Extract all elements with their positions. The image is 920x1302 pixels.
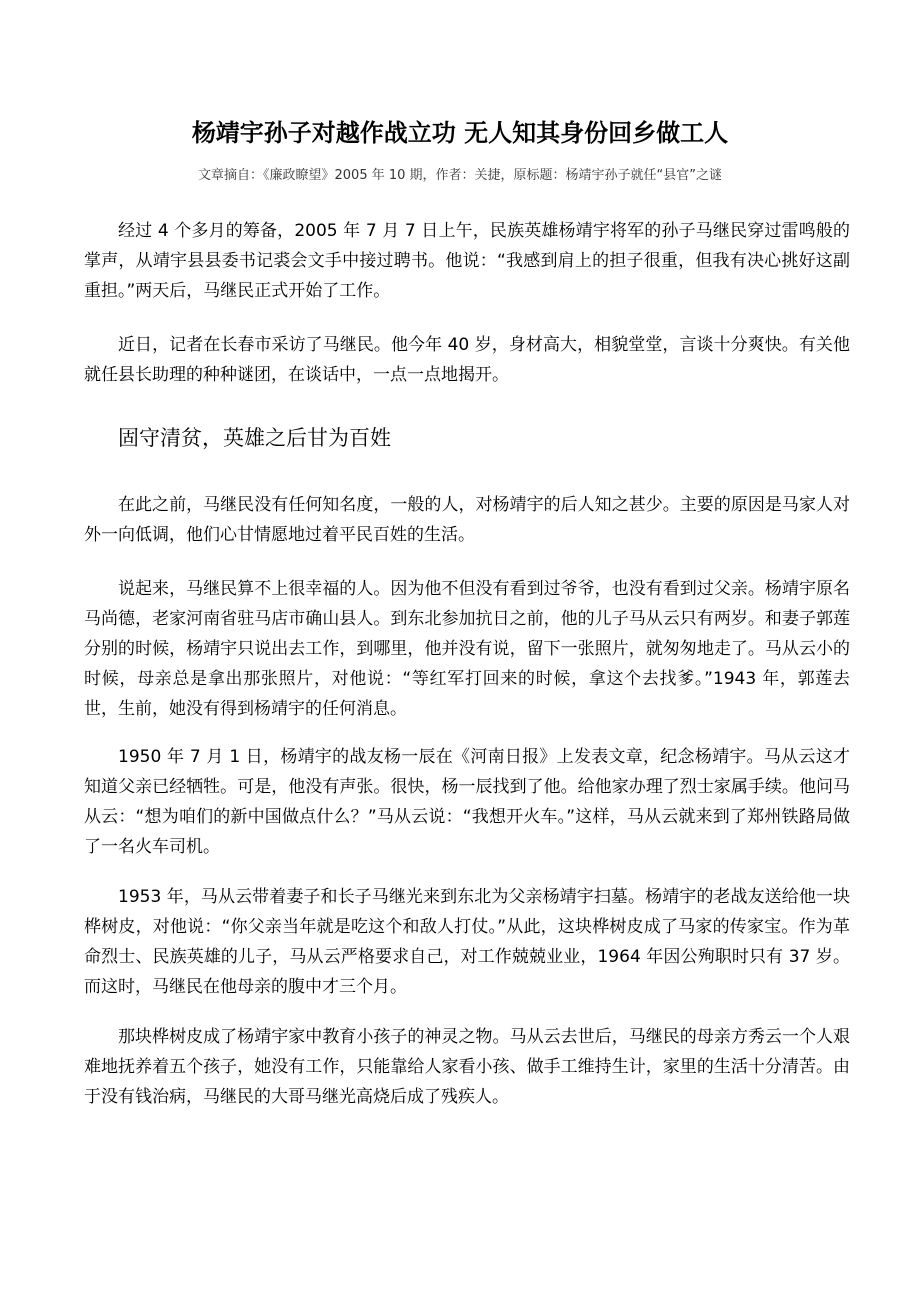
section-paragraph-5: 那块桦树皮成了杨靖宇家中教育小孩子的神灵之物。马从云去世后，马继民的母亲方秀云一个人艰难地抚养着五个孩子，她没有工作，只能靠给人家看小孩、做手工维持生计，家里的生活十分清苦。由于没有钱治病，马继民的大哥马继光高烧后成了残疾人。 bbox=[84, 1027, 850, 1107]
article-source-line: 文章摘自：《廉政瞭望》2005 年 10 期，作者：关捷，原标题：杨靖宇孙子就任“县官”之谜 bbox=[198, 168, 722, 183]
paragraph-1: 经过 4 个多月的筹备，2005 年 7 月 7 日上午，民族英雄杨靖宇将军的孙子马继民穿过雷鸣般的掌声，从靖宇县县委书记裘会文手中接过聘书。他说：“我感到肩上的担子很重，但我有决心挑好这副重担。”两天后，马继民正式开始了工作。 bbox=[84, 221, 850, 301]
section-paragraph-2: 说起来，马继民算不上很幸福的人。因为他不但没有看到过爷爷，也没有看到过父亲。杨靖宇原名马尚德，老家河南省驻马店市确山县人。到东北参加抗日之前，他的儿子马从云只有两岁。和妻子郭莲分别的时候，杨靖宇只说出去工作，到哪里，他并没有说，留下一张照片，就匆匆地走了。马从云小的时候，母亲总是拿出那张照片，对他说：“等红军打回来的时候，拿这个去找爹。”1943 年，郭莲去世，生前，她没有得到杨靖宇的任何消息。 bbox=[84, 579, 850, 719]
section-heading: 固守清贫，英雄之后甘为百姓 bbox=[118, 426, 391, 450]
paragraph-2: 近日，记者在长春市采访了马继民。他今年 40 岁，身材高大，相貌堂堂，言谈十分爽快。有关他就任县长助理的种种谜团，在谈话中，一点一点地揭开。 bbox=[84, 335, 850, 385]
section-paragraph-3: 1950 年 7 月 1 日，杨靖宇的战友杨一辰在《河南日报》上发表文章，纪念杨靖宇。马从云这才知道父亲已经牺牲。可是，他没有声张。很快，杨一辰找到了他。给他家办理了烈士家属手续。他问马从云：“想为咱们的新中国做点什么？”马从云说：“我想开火车。”这样，马从云就来到了郑州铁路局做了一名火车司机。 bbox=[84, 747, 850, 857]
section-paragraph-4: 1953 年，马从云带着妻子和长子马继光来到东北为父亲杨靖宇扫墓。杨靖宇的老战友送给他一块桦树皮，对他说：“你父亲当年就是吃这个和敌人打仗。”从此，这块桦树皮成了马家的传家宝。作为革命烈士、民族英雄的儿子，马从云严格要求自己，对工作兢兢业业，1964 年因公殉职时只有 37 岁。而这时，马继民在他母亲的腹中才三个月。 bbox=[84, 887, 850, 997]
article-title: 杨靖宇孙子对越作战立功 无人知其身份回乡做工人 bbox=[191, 118, 729, 147]
section-paragraph-1: 在此之前，马继民没有任何知名度，一般的人，对杨靖宇的后人知之甚少。主要的原因是马家人对外一向低调，他们心甘情愿地过着平民百姓的生活。 bbox=[84, 495, 850, 545]
